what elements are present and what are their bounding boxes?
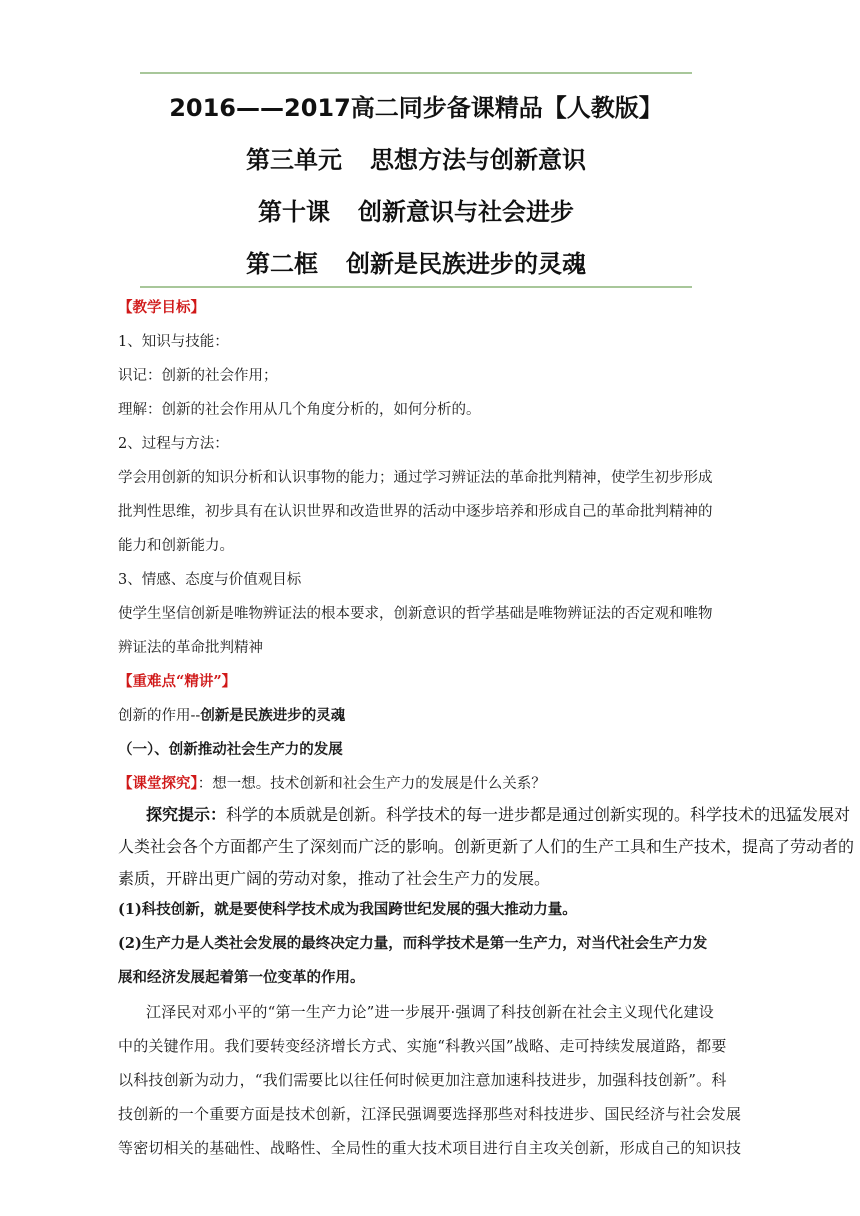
explore-line (118, 774, 546, 794)
hint-line-3: 素质，开辟出更广阔的劳动对象，推动了社会生产力的发展。 (118, 869, 551, 888)
unit-title (140, 140, 692, 175)
goal-item-2-line1: 学会用创新的知识分析和认识事物的能力；通过学习辨证法的革命批判精神，使学生初步形成 (118, 470, 713, 486)
frame-number: 第二框 (246, 250, 318, 278)
paragraph-line-3: 以科技创新为动力，“我们需要比以往任何时候更加注意加速科技进步，加强科技创新”。科 (118, 1071, 727, 1089)
point-2-line2: 展和经济发展起着第一位变革的作用。 (118, 969, 365, 986)
explore-text: ：想一想。技术创新和社会生产力的发展是什么关系？ (197, 776, 546, 792)
hint-label: 探究提示： (146, 805, 227, 824)
paragraph-line-5: 等密切相关的基础性、战略性、全局性的重大技术项目进行自主攻关创新，形成自己的知识技 (118, 1139, 742, 1157)
unit-name: 思想方法与创新意识 (370, 146, 586, 174)
goal-item-2: 2、过程与方法： (118, 436, 229, 452)
goal-item-1a: 识记：创新的社会作用； (118, 368, 278, 384)
title-banner (140, 72, 692, 288)
goal-item-2-line3: 能力和创新能力。 (118, 538, 234, 554)
paragraph-line-2: 中的关键作用。我们要转变经济增长方式、实施“科教兴国”战略、走可持续发展道路，都要 (118, 1037, 727, 1055)
frame-title (140, 244, 692, 279)
explore-label: 【课堂探究】 (118, 775, 198, 792)
paragraph-line-4: 技创新的一个重要方面是技术创新，江泽民强调要选择那些对科技进步、国民经济与社会发展 (118, 1105, 742, 1123)
goal-item-1: 1、知识与技能： (118, 334, 229, 350)
goal-item-1b: 理解：创新的社会作用从几个角度分析的，如何分析的。 (118, 402, 481, 418)
goals-heading: 【教学目标】 (118, 299, 205, 316)
intro-prefix: 创新的作用-- (118, 708, 201, 724)
point-2-line1: (2)生产力是人类社会发展的最终决定力量，而科学技术是第一生产力，对当代社会生产力发 (118, 935, 708, 952)
lesson-title (140, 192, 692, 227)
intro-emphasis: 创新是民族进步的灵魂 (200, 707, 346, 724)
lesson-number: 第十课 (258, 198, 330, 226)
frame-name: 创新是民族进步的灵魂 (346, 250, 586, 278)
lesson-name: 创新意识与社会进步 (358, 198, 574, 226)
keypoints-heading: 【重难点“精讲”】 (118, 673, 237, 690)
goal-item-3: 3、情感、态度与价值观目标 (118, 572, 302, 588)
goal-item-3-line2: 辨证法的革命批判精神 (118, 640, 263, 656)
unit-number: 第三单元 (246, 146, 342, 174)
keypoints-intro (118, 706, 345, 726)
paragraph-line-1: 江泽民对邓小平的“第一生产力论”进一步展开·强调了科技创新在社会主义现代化建设 (146, 1003, 714, 1021)
point-1: (1)科技创新，就是要使科学技术成为我国跨世纪发展的强大推动力量。 (118, 901, 577, 918)
hint-text-1: 科学的本质就是创新。科学技术的每一进步都是通过创新实现的。科学技术的迅猛发展对 (226, 805, 851, 824)
goal-item-3-line1: 使学生坚信创新是唯物辨证法的根本要求，创新意识的哲学基础是唯物辨证法的否定观和唯物 (118, 606, 713, 622)
section-1-heading: （一）、创新推动社会生产力的发展 (118, 741, 343, 758)
hint-line-2: 人类社会各个方面都产生了深刻而广泛的影响。创新更新了人们的生产工具和生产技术，提高了劳动者的 (118, 837, 855, 856)
hint-line-1 (146, 805, 850, 825)
goal-item-2-line2: 批判性思维，初步具有在认识世界和改造世界的活动中逐步培养和形成自己的革命批判精神的 (118, 504, 713, 520)
banner-title: 2016——2017高二同步备课精品【人教版】 (169, 94, 663, 122)
